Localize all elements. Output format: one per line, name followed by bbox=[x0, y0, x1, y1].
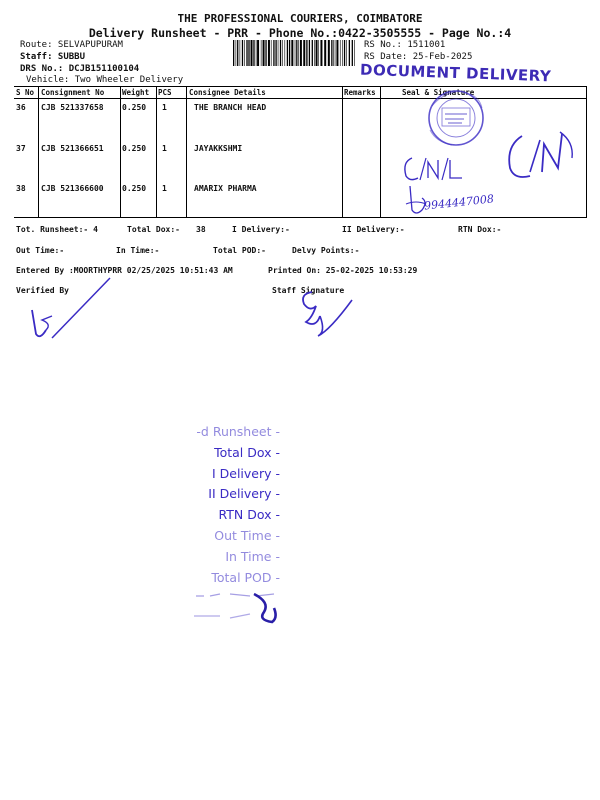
stamp-out-time: Out Time - bbox=[214, 527, 280, 543]
total-dox-label: Total Dox:- bbox=[127, 225, 180, 234]
row-consignee: AMARIX PHARMA bbox=[194, 184, 257, 193]
stamp-faded-signature bbox=[190, 588, 286, 628]
vehicle-label: Vehicle: Two Wheeler Delivery bbox=[26, 75, 184, 85]
staff-label: Staff: SUBBU bbox=[20, 52, 86, 62]
col-header-pcs: PCS bbox=[158, 88, 172, 97]
company-title: THE PROFESSIONAL COURIERS, COIMBATORE bbox=[177, 12, 423, 25]
stamp-ii-delivery: II Delivery - bbox=[208, 486, 280, 502]
barcode-bar bbox=[246, 40, 247, 66]
barcode-bar bbox=[275, 40, 276, 66]
barcode-bar bbox=[268, 40, 270, 66]
row-consignee: THE BRANCH HEAD bbox=[194, 103, 267, 112]
barcode-bar bbox=[349, 40, 350, 66]
barcode-bar bbox=[240, 40, 241, 66]
barcode-bar bbox=[280, 40, 281, 66]
row-weight: 0.250 bbox=[122, 184, 147, 193]
barcode-bar bbox=[340, 40, 341, 66]
printed-on: Printed On: 25-02-2025 10:53:29 bbox=[268, 266, 418, 275]
stamp-runsheet: -d Runsheet - bbox=[196, 424, 280, 439]
barcode-bar bbox=[265, 40, 266, 66]
col-header-consignee: Consignee Details bbox=[189, 88, 266, 97]
runsheet-subtitle: Delivery Runsheet - PRR - Phone No.:0422-3505555 - Page No.:4 bbox=[88, 26, 512, 40]
col-header-weight: Weight bbox=[122, 88, 150, 97]
barcode-bar bbox=[287, 40, 288, 66]
row-pcs: 1 bbox=[162, 103, 167, 112]
total-dox-value: 38 bbox=[196, 225, 206, 234]
row-consignee: JAYAKKSHMI bbox=[194, 144, 243, 153]
out-time-label: Out Time:- bbox=[16, 246, 65, 255]
document-delivery-stamp: DOCUMENT DELIVERY bbox=[359, 60, 552, 86]
barcode-bar bbox=[316, 40, 318, 66]
barcode-bar bbox=[296, 40, 297, 66]
barcode-bar bbox=[314, 40, 315, 66]
delvy-points-label: Delvy Points:- bbox=[292, 246, 360, 255]
barcode-bar bbox=[303, 40, 305, 66]
barcode-bar bbox=[251, 40, 253, 66]
col-header-remarks: Remarks bbox=[344, 88, 376, 97]
barcode bbox=[233, 40, 355, 66]
barcode-bar bbox=[309, 40, 310, 66]
runsheet-summary-stamp bbox=[170, 422, 280, 588]
barcode-bar bbox=[333, 40, 334, 66]
company-seal-stamp bbox=[412, 86, 502, 150]
barcode-bar bbox=[285, 40, 286, 66]
barcode-bar bbox=[336, 40, 338, 66]
stamp-total-dox: Total Dox - bbox=[214, 444, 280, 460]
stamp-in-time: In Time - bbox=[225, 548, 280, 564]
row-consignment: CJB 521366600 bbox=[41, 184, 104, 193]
barcode-bar bbox=[263, 40, 265, 66]
in-time-label: In Time:- bbox=[116, 246, 160, 255]
barcode-bar bbox=[354, 40, 355, 66]
barcode-bar bbox=[324, 40, 326, 66]
entered-by: Entered By :MOORTHYPRR 02/25/2025 10:51:43 AM bbox=[16, 266, 233, 275]
stamp-i-delivery: I Delivery - bbox=[211, 465, 280, 481]
barcode-bar bbox=[300, 40, 302, 66]
col-header-seal-signature: Seal & Signature bbox=[402, 88, 475, 97]
barcode-bar bbox=[257, 40, 259, 66]
barcode-bar bbox=[318, 40, 319, 66]
barcode-bar bbox=[298, 40, 299, 66]
barcode-bar bbox=[278, 40, 279, 66]
barcode-bar bbox=[273, 40, 274, 66]
barcode-bar bbox=[236, 40, 237, 66]
barcode-bar bbox=[282, 40, 283, 66]
barcode-bar bbox=[320, 40, 322, 66]
stamp-rtn-dox: RTN Dox - bbox=[218, 507, 280, 523]
i-delivery-label: I Delivery:- bbox=[232, 225, 290, 234]
barcode-bar bbox=[335, 40, 336, 66]
ii-delivery-label: II Delivery:- bbox=[342, 225, 405, 234]
row-sno: 38 bbox=[16, 184, 26, 193]
row-sno: 36 bbox=[16, 103, 26, 112]
row-weight: 0.250 bbox=[122, 103, 147, 112]
verified-by-label: Verified By bbox=[16, 286, 69, 295]
barcode-bar bbox=[306, 40, 307, 66]
rs-number: RS No.: 1511001 bbox=[364, 40, 446, 50]
row-sno: 37 bbox=[16, 144, 26, 153]
barcode-bar bbox=[312, 40, 313, 66]
staff-signature-label: Staff Signature bbox=[272, 286, 345, 295]
barcode-bar bbox=[352, 40, 353, 66]
row-pcs: 1 bbox=[162, 184, 167, 193]
barcode-bar bbox=[248, 40, 249, 66]
barcode-bar bbox=[346, 40, 347, 66]
row-consignment: CJB 521337658 bbox=[41, 103, 104, 112]
barcode-bar bbox=[331, 40, 332, 66]
barcode-bar bbox=[261, 40, 262, 66]
col-header-consignment: Consignment No bbox=[41, 88, 105, 97]
handwritten-cn-signature bbox=[500, 128, 580, 186]
barcode-bar bbox=[253, 40, 254, 66]
row-weight: 0.250 bbox=[122, 144, 147, 153]
barcode-bar bbox=[291, 40, 293, 66]
barcode-bar bbox=[237, 40, 238, 66]
handwritten-phone-number: 9944447008 bbox=[423, 192, 495, 213]
barcode-bar bbox=[342, 40, 343, 66]
barcode-bar bbox=[271, 40, 272, 66]
row-pcs: 1 bbox=[162, 144, 167, 153]
col-header-sno: S No bbox=[16, 88, 35, 97]
total-pod-label: Total POD:- bbox=[213, 246, 266, 255]
barcode-bar bbox=[233, 40, 234, 66]
verified-by-signature bbox=[22, 276, 118, 346]
route-label: Route: SELVAPUPURAM bbox=[20, 40, 123, 50]
barcode-bar bbox=[328, 40, 330, 66]
barcode-bar bbox=[289, 40, 290, 66]
stamp-total-pod: Total POD - bbox=[211, 569, 280, 585]
barcode-bar bbox=[244, 40, 245, 66]
drs-number: DRS No.: DCJB151100104 bbox=[20, 64, 140, 74]
staff-signature bbox=[290, 288, 356, 340]
barcode-bar bbox=[344, 40, 345, 66]
rs-date: RS Date: 25-Feb-2025 bbox=[364, 52, 473, 62]
barcode-bar bbox=[256, 40, 257, 66]
barcode-bar bbox=[242, 40, 243, 66]
barcode-bar bbox=[295, 40, 296, 66]
rtn-dox-label: RTN Dox:- bbox=[458, 225, 502, 234]
row-consignment: CJB 521366651 bbox=[41, 144, 104, 153]
tot-runsheet: Tot. Runsheet:- 4 bbox=[16, 225, 98, 234]
